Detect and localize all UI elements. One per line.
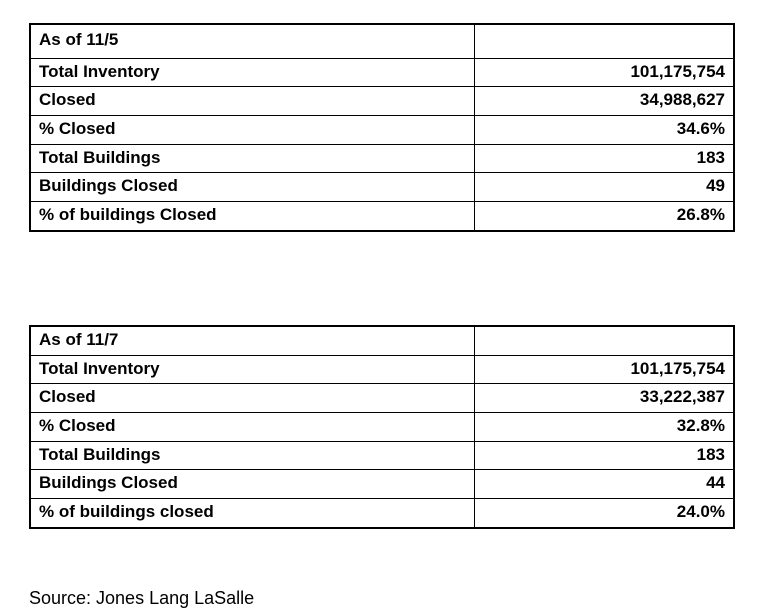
row-label: Total Buildings <box>30 144 474 173</box>
row-label: Total Inventory <box>30 58 474 87</box>
table-row <box>30 384 734 413</box>
row-label: Buildings Closed <box>30 173 474 202</box>
table-header-date: As of 11/7 <box>30 326 474 355</box>
row-value: 34,988,627 <box>474 87 734 116</box>
row-value: 101,175,754 <box>474 355 734 384</box>
row-value: 101,175,754 <box>474 58 734 87</box>
table-header-date: As of 11/5 <box>30 24 474 58</box>
row-label: % Closed <box>30 115 474 144</box>
row-label: % Closed <box>30 413 474 442</box>
row-value: 24.0% <box>474 499 734 528</box>
table-row <box>30 115 734 144</box>
row-label: Buildings Closed <box>30 470 474 499</box>
row-label: Closed <box>30 384 474 413</box>
table-row <box>30 441 734 470</box>
inventory-table-nov-5 <box>29 23 735 232</box>
inventory-table-nov-7 <box>29 325 735 529</box>
table-row <box>30 58 734 87</box>
table-row <box>30 470 734 499</box>
row-label: Closed <box>30 87 474 116</box>
table-row <box>30 413 734 442</box>
row-label: % of buildings closed <box>30 499 474 528</box>
table-header-value <box>474 24 734 58</box>
table-header-value <box>474 326 734 355</box>
row-value: 26.8% <box>474 201 734 230</box>
row-value: 34.6% <box>474 115 734 144</box>
row-value: 49 <box>474 173 734 202</box>
table-row <box>30 326 734 355</box>
row-value: 183 <box>474 441 734 470</box>
table-row <box>30 173 734 202</box>
row-value: 32.8% <box>474 413 734 442</box>
table-row <box>30 24 734 58</box>
row-label: Total Buildings <box>30 441 474 470</box>
source-citation: Source: Jones Lang LaSalle <box>29 588 255 608</box>
table-row <box>30 499 734 528</box>
table-row <box>30 201 734 230</box>
row-label: Total Inventory <box>30 355 474 384</box>
row-value: 33,222,387 <box>474 384 734 413</box>
row-value: 183 <box>474 144 734 173</box>
table-row <box>30 355 734 384</box>
row-label: % of buildings Closed <box>30 201 474 230</box>
row-value: 44 <box>474 470 734 499</box>
table-row <box>30 87 734 116</box>
table-row <box>30 144 734 173</box>
